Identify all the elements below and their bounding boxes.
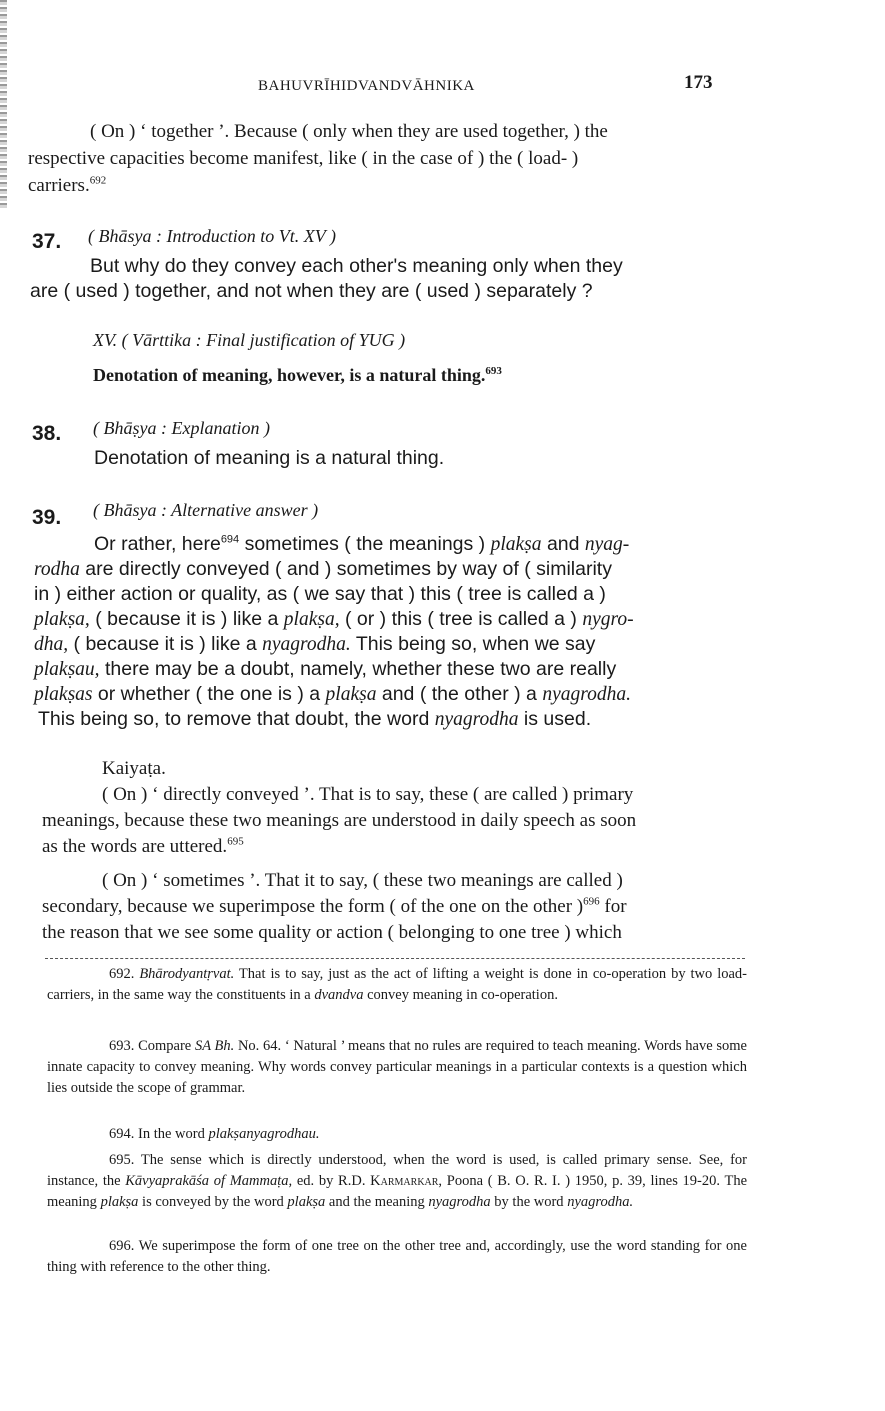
text-fragment: or whether ( the one is ) a: [92, 683, 326, 705]
text-line: [0, 557, 885, 582]
text-fragment: are directly conveyed ( and ) sometimes by way of ( similarity: [79, 558, 612, 580]
text-fragment: there may be a doubt, namely, whether these two are really: [99, 658, 617, 680]
text-fragment: 694. In the word: [109, 1126, 209, 1142]
text-fragment: rodha: [34, 559, 80, 580]
text-fragment: plakṣa: [325, 684, 377, 705]
text-fragment: dvandva: [314, 987, 364, 1003]
text-fragment: as the words are uttered.: [42, 836, 228, 857]
text-line: [0, 707, 885, 732]
text-fragment: nyagrodha.: [262, 634, 351, 655]
text-line: [0, 632, 885, 657]
footnote-693: [47, 1036, 747, 1099]
footnote-696: [47, 1236, 747, 1278]
text-line: the reason that we see some quality or action ( belonging to one tree ) which: [42, 922, 622, 943]
running-title: BAHUVRĪHIDVANDVĀHNIKA: [258, 78, 475, 94]
text-line: [0, 894, 885, 920]
text-fragment: ed. by R.D.: [292, 1173, 371, 1189]
text-fragment: dha,: [34, 634, 69, 655]
text-line: [0, 532, 885, 557]
text-fragment: plakṣa: [287, 1194, 326, 1210]
text-fragment: That is to say, just as the act of lifting a weight is done in co-operation by two load-carriers, in the same way the constituents in a: [47, 966, 747, 1003]
text-fragment: carriers.: [28, 175, 90, 196]
text-fragment: nygro-: [582, 609, 634, 630]
kaiyata-paragraph-1: [0, 782, 885, 860]
text-line: respective capacities become manifest, like ( in the case of ) the ( load- ): [28, 148, 579, 169]
text-line: are ( used ) together, and not when they are ( used ) separately ?: [30, 280, 593, 302]
footnote-ref: 692: [89, 174, 107, 187]
footnote-ref: 695: [227, 835, 244, 848]
varttika-heading: XV. ( Vārttika : Final justification of YUG ): [93, 330, 406, 350]
text-line: [0, 682, 885, 707]
text-fragment: and ( the other ) a: [376, 683, 543, 705]
text-fragment: ( because it is ) like a: [68, 633, 263, 655]
text-line: [0, 834, 885, 860]
text-fragment: for: [599, 896, 627, 917]
text-fragment: No. 64. ‘ Natural ’ means that no rules are required to teach meaning. Words have some innate capacity to convey meaning. Why words convey particular meanings in a particular contexts is a question which lies outside the scope of grammar.: [47, 1038, 747, 1096]
text-line: meanings, because these two meanings are understood in daily speech as soon: [42, 810, 637, 831]
footnote-694: [47, 1124, 747, 1145]
text-fragment: plakṣau,: [34, 659, 100, 680]
kaiyata-paragraph-2: [0, 868, 885, 946]
section-38-body: [0, 446, 885, 471]
text-fragment: secondary, because we superimpose the form ( of the one on the other ): [42, 896, 584, 917]
text-line: [0, 657, 885, 682]
text-fragment: This being so, to remove that doubt, the word: [38, 708, 435, 730]
text-fragment: plakṣas: [34, 684, 93, 705]
text-fragment: This being so, when we say: [350, 633, 596, 655]
text-line: ( On ) ‘ sometimes ’. That it to say, ( these two meanings are called ): [102, 870, 623, 891]
footnote-divider: [45, 958, 745, 959]
text-line: [0, 172, 885, 199]
section-number: 39.: [32, 506, 62, 529]
section-heading: ( Bhāsya : Alternative answer ): [93, 500, 319, 520]
text-fragment: Bhārodyantṛvat.: [139, 966, 235, 982]
footnote-ref: 693: [485, 365, 502, 377]
text-fragment: plakṣa: [100, 1194, 139, 1210]
text-fragment: plakṣa,: [34, 609, 90, 630]
text-fragment: Kāvyaprakāśa of Mammaṭa,: [125, 1173, 293, 1189]
text-line: But why do they convey each other's meaning only when they: [90, 255, 623, 277]
text-fragment: 696. We superimpose the form of one tree on the other tree and, accordingly, use the word standing for one thing with reference to the other thing.: [47, 1238, 747, 1275]
text-fragment: plakṣanyagrodhau.: [208, 1126, 320, 1142]
text-line: ( On ) ‘ together ’. Because ( only when they are used together, ) the: [90, 121, 608, 142]
text-fragment: Or rather, here: [94, 533, 221, 555]
text-fragment: 692.: [109, 966, 140, 982]
text-fragment: Denotation of meaning, however, is a natural thing.: [93, 365, 486, 385]
text-fragment: by the word: [490, 1194, 568, 1210]
text-fragment: nyagrodha.: [542, 684, 631, 705]
text-line: [0, 362, 885, 389]
text-line: in ) either action or quality, as ( we say that ) this ( tree is called a ): [34, 583, 606, 605]
text-fragment: plakṣa,: [283, 609, 340, 630]
page-number: 173: [684, 72, 713, 93]
text-fragment: plakṣa: [490, 534, 542, 555]
section-number: 37.: [32, 230, 62, 253]
footnote-695: [47, 1150, 747, 1213]
text-fragment: ( or ) this ( tree is called a ): [339, 608, 583, 630]
section-heading: ( Bhāṣya : Explanation ): [93, 418, 270, 438]
text-fragment: nyagrodha.: [567, 1194, 634, 1210]
text-fragment: is used.: [518, 708, 592, 730]
intro-paragraph: [0, 118, 885, 199]
kaiyata-section: [0, 755, 885, 782]
footnote-692: [47, 964, 747, 1006]
varttika-text: [0, 362, 885, 389]
text-fragment: sometimes ( the meanings ): [239, 533, 491, 555]
text-fragment: Karmarkar,: [370, 1173, 443, 1189]
section-heading: ( Bhāsya : Introduction to Vt. XV ): [88, 226, 336, 246]
text-fragment: nyagrodha: [428, 1194, 491, 1210]
footnote-ref: 696: [583, 895, 600, 908]
text-fragment: and: [541, 533, 585, 555]
text-line: ( On ) ‘ directly conveyed ’. That is to say, these ( are called ) primary: [102, 784, 634, 805]
text-fragment: Poona ( B. O. R. I. ) 1950, p. 39, lines 19-20. The meaning: [47, 1173, 747, 1210]
text-fragment: nyagrodha: [434, 709, 519, 730]
text-line: Denotation of meaning is a natural thing.: [94, 447, 445, 469]
section-37-body: [0, 254, 885, 304]
text-line: [0, 607, 885, 632]
text-fragment: and the meaning: [325, 1194, 429, 1210]
section-39-body: [0, 532, 885, 732]
text-fragment: is conveyed by the word: [138, 1194, 288, 1210]
text-fragment: nyag-: [584, 534, 630, 555]
kaiyata-title: Kaiyaṭa.: [102, 758, 166, 779]
text-fragment: ( because it is ) like a: [89, 608, 284, 630]
text-fragment: 693. Compare: [109, 1038, 195, 1054]
footnote-ref: 694: [220, 533, 240, 546]
text-fragment: 695. The sense which is directly understood, when the word is used, is called primary sense. See, for instance, the: [47, 1152, 747, 1189]
text-fragment: SA Bh.: [194, 1038, 235, 1054]
section-number: 38.: [32, 422, 62, 445]
text-fragment: convey meaning in co-operation.: [363, 987, 558, 1003]
